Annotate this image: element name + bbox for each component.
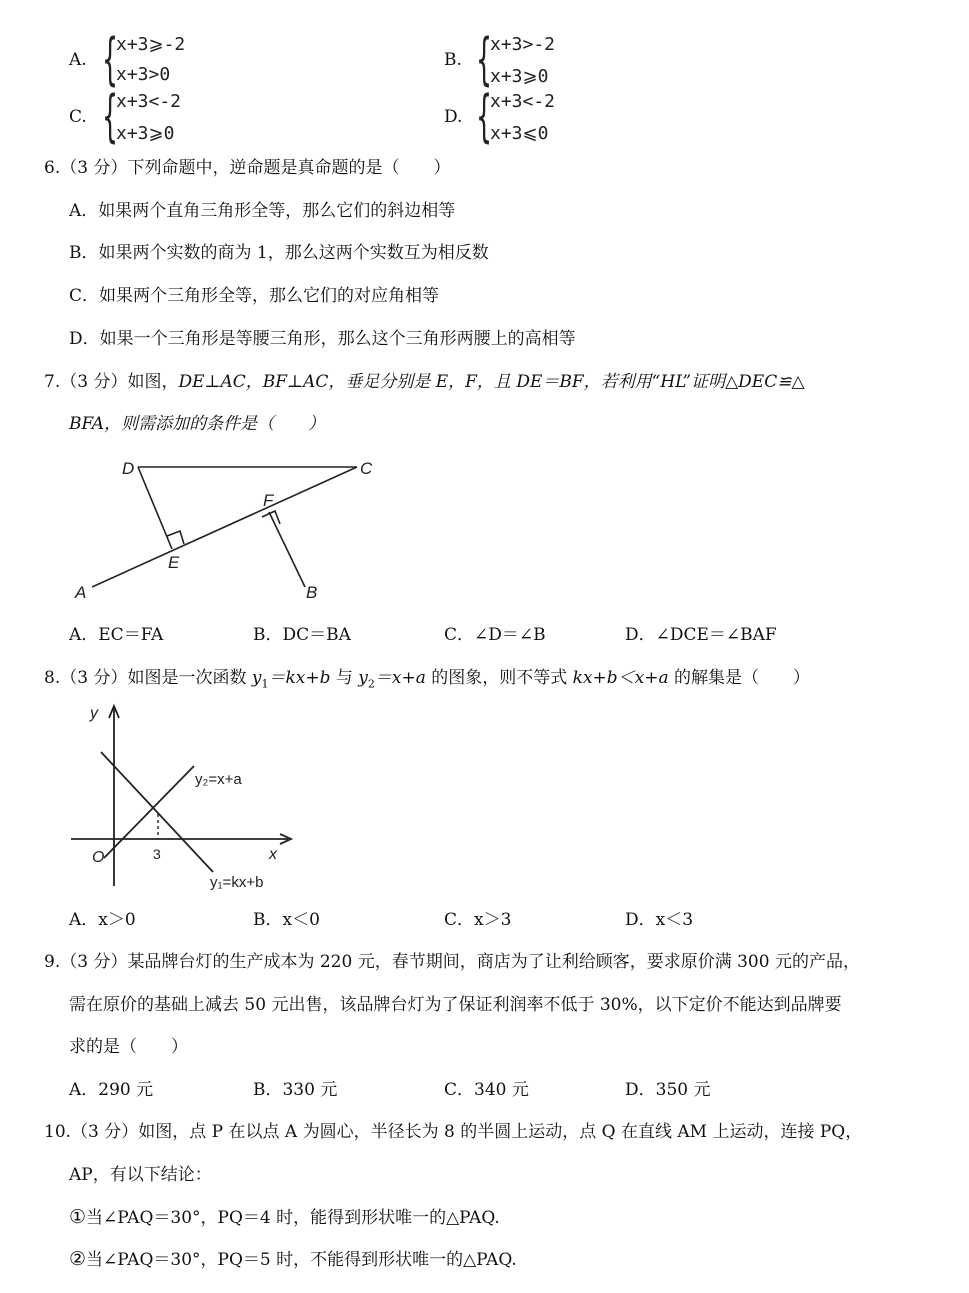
q9-stem-line1: 9.（3 分）某品牌台灯的生产成本为 220 元，春节期间，商店为了让利给顾客，要求原价满 300 元的产品， — [44, 952, 860, 972]
q8-stem-eq1: ＝kx+b — [268, 668, 331, 688]
q5-c-line1: x+3<-2 — [116, 91, 182, 112]
tick-label: 3 — [153, 846, 161, 862]
q6-option-a: A．如果两个直角三角形全等，那么它们的斜边相等 — [69, 201, 456, 221]
q6-option-b: B．如果两个实数的商为 1，那么这两个实数互为相反数 — [69, 243, 489, 263]
circled-one-icon: ① — [69, 1206, 87, 1228]
circled-two-icon: ② — [69, 1248, 87, 1270]
segment-ac — [92, 467, 357, 587]
brace-icon: { — [102, 27, 119, 92]
y-axis-label: y — [90, 705, 98, 722]
q9-stem-line3: 求的是（ ） — [69, 1037, 188, 1057]
q7-option-a: A．EC＝FA — [69, 625, 164, 645]
q8-stem-tail: 的图象，则不等式 — [425, 668, 573, 688]
q8-stem-y1: y — [251, 668, 262, 688]
label-c: C — [360, 459, 373, 478]
q7-stem-line2-text: BFA，则需添加的条件是（ ） — [69, 414, 326, 434]
x-axis-label: x — [269, 846, 277, 863]
q10-stem-line2: AP，有以下结论： — [69, 1165, 212, 1185]
q7-stem-line2 — [69, 413, 325, 435]
q8-stem-inequality: kx+b＜x+a — [572, 668, 669, 688]
q8-graph — [66, 700, 301, 895]
q5-option-b-label: B. — [444, 50, 462, 70]
q10-stem-line1: 10.（3 分）如图，点 P 在以点 A 为圆心，半径长为 8 的半圆上运动，点 Q 在直线 AM 上运动，连接 PQ， — [44, 1122, 863, 1142]
brace-icon: { — [476, 27, 493, 92]
q7-option-c: C．∠D＝∠B — [444, 625, 546, 645]
q9-option-c: C．340 元 — [444, 1080, 529, 1100]
q10-conclusion-1 — [69, 1206, 500, 1229]
q5-b-line2: x+3⩾0 — [490, 66, 549, 87]
q8-option-d: D．x＜3 — [625, 910, 694, 930]
segment-de — [138, 467, 172, 549]
q8-stem-sub2: 2 — [367, 677, 375, 691]
q8-stem-eq2: ＝x+a — [374, 668, 426, 688]
q8-stem-y2: y — [358, 668, 368, 688]
q5-b-line1: x+3>-2 — [490, 34, 556, 55]
q8-option-c: C．x＞3 — [444, 910, 512, 930]
q10-conclusion-2 — [69, 1248, 517, 1271]
q6-option-d: D．如果一个三角形是等腰三角形，那么这个三角形两腰上的高相等 — [69, 329, 576, 349]
label-b: B — [306, 583, 318, 602]
label-e: E — [168, 553, 180, 572]
label-f: F — [263, 491, 274, 510]
q5-option-c-label: C. — [69, 107, 87, 127]
label-a: A — [75, 583, 87, 602]
q8-stem — [44, 667, 810, 695]
q8-option-a: A．x＞0 — [69, 910, 136, 930]
q8-stem-end: 的解集是（ ） — [668, 668, 811, 688]
q5-c-line2: x+3⩾0 — [116, 123, 175, 144]
q7-stem-prefix: 7.（3 分）如图， — [44, 372, 179, 392]
brace-icon: { — [102, 84, 119, 149]
q10-conclusion-1-text: 当∠PAQ＝30°，PQ＝4 时，能得到形状唯一的△PAQ. — [86, 1208, 500, 1228]
q7-stem-math: DE⊥AC，BF⊥AC，垂足分别是 E，F，且 DE＝BF，若利用“HL”证明△DEC≌△ — [178, 372, 805, 392]
line-y2-label: y₂=x+a — [195, 771, 242, 788]
q6-stem: 6.（3 分）下列命题中，逆命题是真命题的是（ ） — [44, 158, 451, 178]
label-d: D — [122, 459, 135, 478]
q8-stem-sub1: 1 — [261, 677, 269, 691]
q8-option-b: B．x＜0 — [253, 910, 320, 930]
segment-bf — [269, 512, 305, 587]
q9-option-a: A．290 元 — [69, 1080, 154, 1100]
q8-stem-prefix: 8.（3 分）如图是一次函数 — [44, 668, 252, 688]
q5-a-line2: x+3>0 — [116, 64, 171, 85]
q5-a-line1: x+3⩾-2 — [116, 34, 186, 55]
q7-stem-line1 — [44, 371, 805, 393]
q7-option-b: B．DC＝BA — [253, 625, 351, 645]
q10-conclusion-2-text: 当∠PAQ＝30°，PQ＝5 时，不能得到形状唯一的△PAQ. — [86, 1250, 517, 1270]
q7-figure — [70, 452, 380, 607]
line-y2 — [104, 766, 194, 858]
q9-stem-line2: 需在原价的基础上减去 50 元出售，该品牌台灯为了保证利润率不低于 30%，以下定价不能达到品牌要 — [69, 995, 842, 1015]
origin-label: O — [92, 849, 105, 866]
brace-icon: { — [476, 84, 493, 149]
q7-option-d: D．∠DCE＝∠BAF — [625, 625, 777, 645]
line-y1-label: y₁=kx+b — [210, 874, 264, 891]
q8-stem-mid: 与 — [330, 668, 359, 688]
q5-option-d-label: D. — [444, 107, 463, 127]
q6-option-c: C．如果两个三角形全等，那么它们的对应角相等 — [69, 286, 440, 306]
q5-d-line1: x+3<-2 — [490, 91, 556, 112]
q9-option-b: B．330 元 — [253, 1080, 338, 1100]
q9-option-d: D．350 元 — [625, 1080, 711, 1100]
q5-d-line2: x+3⩽0 — [490, 123, 549, 144]
q5-option-a-label: A. — [69, 50, 87, 70]
